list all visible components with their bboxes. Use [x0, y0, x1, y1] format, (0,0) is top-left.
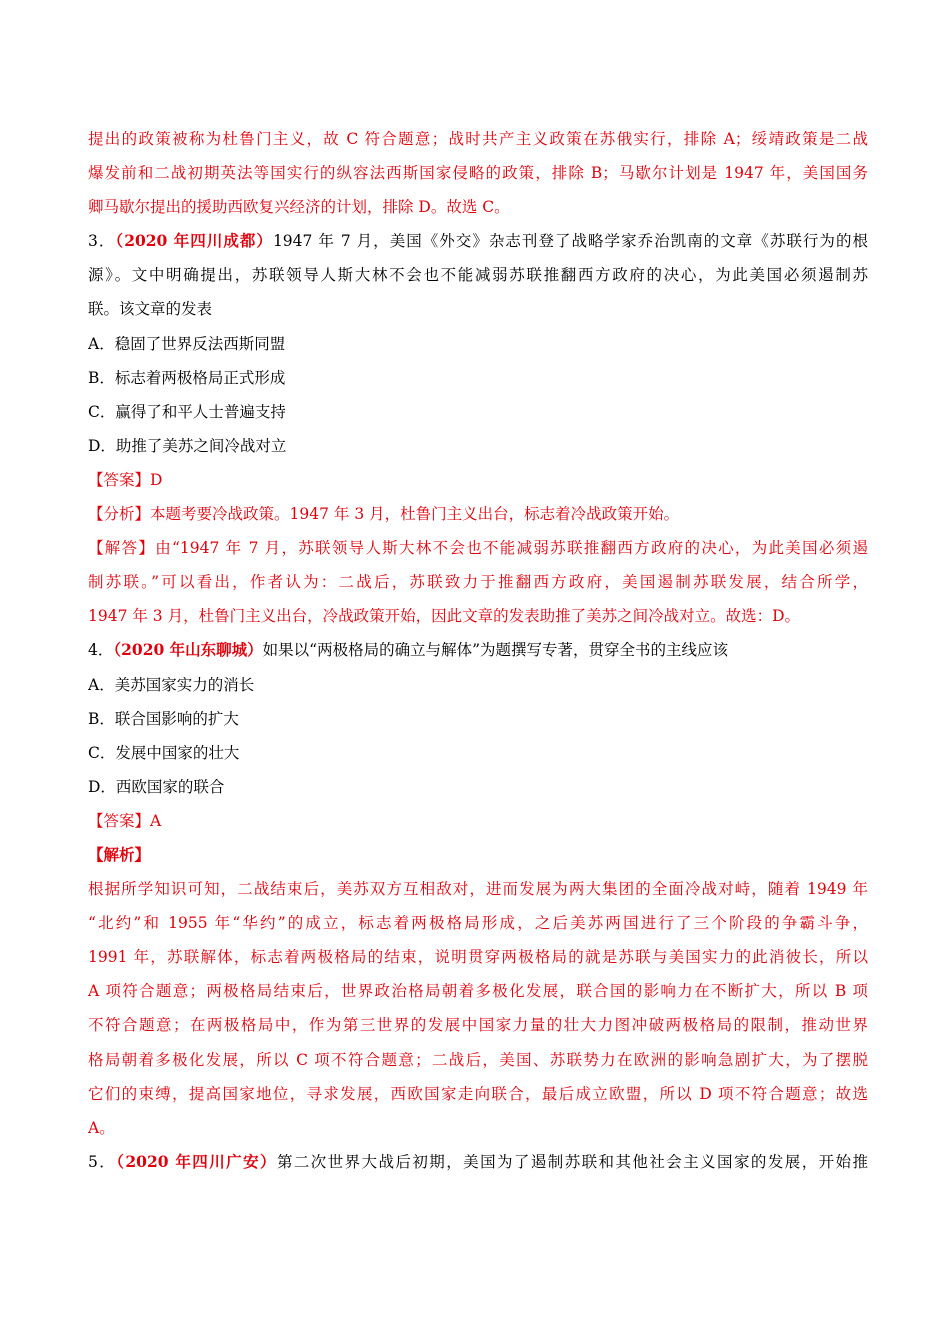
q4-explanation-line-7: 它们的束缚，提高国家地位，寻求发展，西欧国家走向联合，最后成立欧盟，所以 D 项不符合题意；故选 — [88, 1084, 868, 1103]
q4-number: 4． — [88, 641, 114, 660]
q3-stem-line-2: 源》。文中明确提出，苏联领导人斯大林不会也不能减弱苏联推翻西方政府的决心，为此美国必须遏制苏 — [88, 266, 868, 285]
q4-option-b: B．联合国影响的扩大 — [88, 709, 239, 728]
q3-analysis-label: 【分析】 — [88, 505, 151, 524]
q3-answer-label: 【答案】 — [88, 470, 151, 489]
q4-option-d: D．西欧国家的联合 — [88, 777, 225, 796]
q4-explanation-line-2: “北约”和 1955 年“华约”的成立，标志着两极格局形成，之后美苏两国进行了三个阶段的争霸斗争， — [88, 914, 868, 933]
q4-source: （2020 年山东聊城） — [113, 640, 263, 660]
q3-analysis — [88, 497, 868, 531]
q5-number: 5． — [88, 1152, 117, 1171]
q3-stem-line-1 — [88, 224, 868, 258]
q4-explanation-line-4: A 项符合题意；两极格局结束后，世界政治格局朝着多极化发展，联合国的影响力在不断扩大，所以 B 项 — [88, 982, 868, 1001]
q3-option-d: D．助推了美苏之间冷战对立 — [88, 436, 287, 455]
q4-explanation-line-3: 1991 年，苏联解体，标志着两极格局的结束，说明贯穿两极格局的就是苏联与美国实力的此消彼长，所以 — [88, 948, 868, 967]
q5-source: （2020 年四川广安） — [116, 1151, 277, 1171]
q5-stem-line — [88, 1145, 868, 1179]
q3-solution-line-2: 制苏联。”可以看出，作者认为：二战后，苏联致力于推翻西方政府，美国遏制苏联发展，结合所学， — [88, 573, 868, 592]
q4-answer-label: 【答案】 — [88, 811, 151, 830]
q4-stem-line — [88, 633, 868, 667]
q4-explanation-line-6: 格局朝着多极化发展，所以 C 项不符合题意；二战后，美国、苏联势力在欧洲的影响急剧扩大，为了摆脱 — [88, 1050, 868, 1069]
q3-answer — [88, 463, 868, 497]
q4-stem-text: 如果以“两极格局的确立与解体”为题撰写专著，贯穿全书的主线应该 — [262, 641, 729, 660]
q3-analysis-text: 本题考要冷战政策。1947 年 3 月，杜鲁门主义出台，标志着冷战政策开始。 — [150, 505, 680, 524]
prev-explanation-line-1: 提出的政策被称为杜鲁门主义，故 C 符合题意；战时共产主义政策在苏俄实行，排除 A；绥靖政策是二战 — [88, 130, 868, 148]
q4-explanation-label: 【解析】 — [88, 844, 151, 864]
document-page — [88, 122, 868, 1179]
q3-option-b: B．标志着两极格局正式形成 — [88, 368, 286, 387]
q3-source: （2020 年四川成都） — [115, 231, 273, 251]
q3-solution-text-1: 由“1947 年 7 月，苏联领导人斯大林不会也不能减弱苏联推翻西方政府的决心，为此美国必须遏 — [155, 539, 868, 558]
q4-answer — [88, 804, 868, 838]
q3-stem-text-1: 1947 年 7 月，美国《外交》杂志刊登了战略学家乔治凯南的文章《苏联行为的根 — [272, 232, 868, 251]
q5-stem-text: 第二次世界大战后初期，美国为了遏制苏联和其他社会主义国家的发展，开始推 — [276, 1152, 868, 1171]
prev-explanation-line-2: 爆发前和二战初期英法等国实行的纵容法西斯国家侵略的政策，排除 B；马歇尔计划是 1947 年，美国国务 — [88, 164, 868, 183]
q4-answer-value: A — [150, 811, 162, 830]
q4-explanation-line-8: A。 — [88, 1118, 115, 1137]
q3-answer-value: D — [150, 470, 163, 489]
q4-explanation-line-5: 不符合题意；在两极格局中，作为第三世界的发展中国家力量的壮大力图冲破两极格局的限制，推动世界 — [88, 1016, 868, 1035]
q4-option-c: C．发展中国家的壮大 — [88, 743, 240, 762]
q3-solution-label: 【解答】 — [88, 539, 156, 558]
q3-solution-line-1 — [88, 531, 868, 565]
q4-explanation-line-1: 根据所学知识可知，二战结束后，美苏双方互相敌对，进而发展为两大集团的全面冷战对峙，随着 1949 年 — [88, 880, 868, 899]
q3-stem-line-3: 联。该文章的发表 — [88, 300, 213, 319]
q3-option-c: C．赢得了和平人士普遍支持 — [88, 402, 286, 421]
q3-option-a: A．稳固了世界反法西斯同盟 — [88, 334, 286, 353]
q4-option-a: A．美苏国家实力的消长 — [88, 675, 255, 694]
q3-number: 3． — [88, 232, 116, 251]
prev-explanation-line-3: 卿马歇尔提出的援助西欧复兴经济的计划，排除 D。故选 C。 — [88, 198, 510, 217]
q3-solution-line-3: 1947 年 3 月，杜鲁门主义出台，冷战政策开始，因此文章的发表助推了美苏之间冷战对立。故选：D。 — [88, 607, 801, 626]
